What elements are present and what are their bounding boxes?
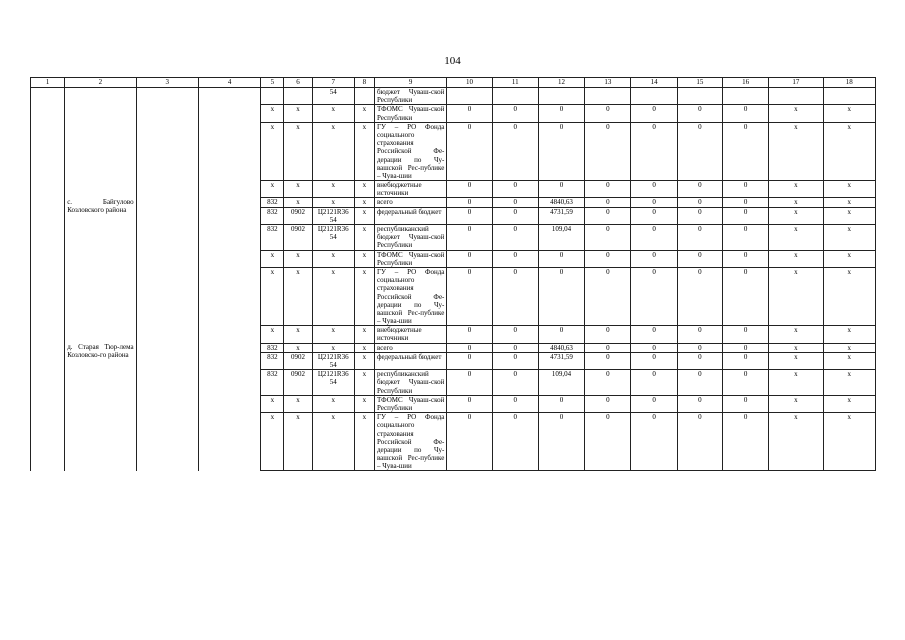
cell-c18: x	[823, 198, 875, 207]
cell-col1	[31, 343, 65, 471]
column-number-7: 7	[312, 78, 354, 88]
cell-c15: 0	[677, 181, 722, 198]
cell-c10: 0	[447, 250, 492, 267]
cell-c14: 0	[631, 343, 677, 352]
cell-c13: 0	[585, 207, 631, 224]
column-number-14: 14	[631, 78, 677, 88]
page-number: 104	[444, 55, 461, 67]
cell-c7: Ц2121R36 54	[312, 207, 354, 224]
cell-c10: 0	[447, 225, 492, 251]
table-row	[31, 198, 876, 207]
cell-c14: 0	[631, 122, 677, 180]
table-row	[31, 88, 876, 105]
cell-c15: 0	[677, 370, 722, 396]
cell-c5: 832	[261, 343, 284, 352]
cell-c15: 0	[677, 207, 722, 224]
column-number-6: 6	[284, 78, 312, 88]
cell-c12: 0	[538, 267, 584, 325]
cell-c10: 0	[447, 370, 492, 396]
cell-c18: x	[823, 225, 875, 251]
cell-c15: 0	[677, 250, 722, 267]
column-number-15: 15	[677, 78, 722, 88]
cell-c6: x	[284, 267, 312, 325]
cell-c8: x	[354, 413, 374, 471]
cell-c14: 0	[631, 413, 677, 471]
cell-c5: 832	[261, 352, 284, 369]
cell-c10: 0	[447, 267, 492, 325]
cell-c16: 0	[722, 326, 768, 343]
cell-c15: 0	[677, 326, 722, 343]
cell-c17: x	[769, 122, 823, 180]
cell-c12: 109,04	[538, 225, 584, 251]
cell-col3	[136, 198, 198, 343]
cell-c10: 0	[447, 198, 492, 207]
cell-c8: x	[354, 343, 374, 352]
column-number-9: 9	[374, 78, 446, 88]
cell-c12	[538, 88, 584, 105]
cell-c16: 0	[722, 181, 768, 198]
budget-table	[30, 77, 876, 471]
cell-c17: x	[769, 207, 823, 224]
column-number-8: 8	[354, 78, 374, 88]
cell-c15: 0	[677, 105, 722, 122]
cell-c17: x	[769, 352, 823, 369]
cell-c17: x	[769, 395, 823, 412]
cell-c16: 0	[722, 343, 768, 352]
cell-c8: x	[354, 225, 374, 251]
cell-c18: x	[823, 413, 875, 471]
funding-source: ТФОМС Чуваш-ской Республики	[374, 395, 446, 412]
cell-c14: 0	[631, 207, 677, 224]
cell-c11: 0	[492, 395, 538, 412]
cell-col3	[136, 343, 198, 471]
cell-c5	[261, 88, 284, 105]
cell-c17	[769, 88, 823, 105]
column-number-1: 1	[31, 78, 65, 88]
cell-c5: x	[261, 250, 284, 267]
cell-col1	[31, 88, 65, 198]
cell-c6	[284, 88, 312, 105]
funding-source: ГУ – РО Фонда социального страхования Российской Фе-дерации по Чу-вашской Рес-публике – Чува-шии	[374, 413, 446, 471]
cell-c5: x	[261, 267, 284, 325]
cell-c7: Ц2121R36 54	[312, 225, 354, 251]
cell-c15: 0	[677, 343, 722, 352]
column-number-18: 18	[823, 78, 875, 88]
cell-c5: x	[261, 326, 284, 343]
cell-c10: 0	[447, 326, 492, 343]
cell-c13: 0	[585, 326, 631, 343]
cell-c6: 0902	[284, 352, 312, 369]
cell-c10: 0	[447, 105, 492, 122]
cell-c11: 0	[492, 343, 538, 352]
funding-source: федеральный бюджет	[374, 352, 446, 369]
column-number-10: 10	[447, 78, 492, 88]
cell-c14: 0	[631, 267, 677, 325]
column-number-16: 16	[722, 78, 768, 88]
cell-c16: 0	[722, 267, 768, 325]
cell-c16: 0	[722, 395, 768, 412]
cell-c13: 0	[585, 370, 631, 396]
cell-c8: x	[354, 352, 374, 369]
cell-c11: 0	[492, 326, 538, 343]
cell-c6: x	[284, 122, 312, 180]
cell-c12: 0	[538, 105, 584, 122]
cell-c13: 0	[585, 352, 631, 369]
cell-c12: 109,04	[538, 370, 584, 396]
cell-c17: x	[769, 250, 823, 267]
cell-c14: 0	[631, 326, 677, 343]
cell-c10: 0	[447, 352, 492, 369]
cell-c7: x	[312, 250, 354, 267]
cell-c15: 0	[677, 122, 722, 180]
cell-c14: 0	[631, 198, 677, 207]
cell-c13: 0	[585, 343, 631, 352]
cell-c6: 0902	[284, 225, 312, 251]
cell-c7: x	[312, 105, 354, 122]
column-number-2: 2	[65, 78, 136, 88]
cell-c11: 0	[492, 225, 538, 251]
cell-c13	[585, 88, 631, 105]
cell-c11: 0	[492, 413, 538, 471]
cell-c11: 0	[492, 105, 538, 122]
cell-c5: 832	[261, 198, 284, 207]
cell-c8: x	[354, 181, 374, 198]
cell-c11: 0	[492, 370, 538, 396]
cell-c12: 4840,63	[538, 198, 584, 207]
cell-c5: 832	[261, 207, 284, 224]
cell-c13: 0	[585, 181, 631, 198]
table-body	[31, 78, 876, 471]
cell-c13: 0	[585, 198, 631, 207]
cell-c17: x	[769, 198, 823, 207]
funding-source: внебюджетные источники	[374, 181, 446, 198]
cell-c18: x	[823, 395, 875, 412]
funding-source: федеральный бюджет	[374, 207, 446, 224]
cell-c14: 0	[631, 250, 677, 267]
cell-c11: 0	[492, 352, 538, 369]
cell-c18: x	[823, 207, 875, 224]
cell-c7: x	[312, 267, 354, 325]
cell-c14: 0	[631, 352, 677, 369]
cell-c12: 0	[538, 326, 584, 343]
cell-c18: x	[823, 370, 875, 396]
cell-c10: 0	[447, 343, 492, 352]
funding-source: ТФОМС Чуваш-ской Республики	[374, 105, 446, 122]
cell-col4	[198, 198, 260, 343]
cell-c7: x	[312, 181, 354, 198]
cell-c11	[492, 88, 538, 105]
cell-c6: x	[284, 395, 312, 412]
cell-c15	[677, 88, 722, 105]
cell-c6: x	[284, 326, 312, 343]
cell-c18: x	[823, 352, 875, 369]
object-name: д. Старая Тюр-лема Козловско-го района	[65, 343, 136, 471]
cell-col3	[136, 88, 198, 198]
cell-c18: x	[823, 105, 875, 122]
funding-source: всего	[374, 198, 446, 207]
cell-c7: x	[312, 122, 354, 180]
cell-c14	[631, 88, 677, 105]
cell-c10: 0	[447, 413, 492, 471]
funding-source: ГУ – РО Фонда социального страхования Российской Фе-дерации по Чу-вашской Рес-публике – Чува-шии	[374, 267, 446, 325]
cell-c18: x	[823, 122, 875, 180]
cell-c17: x	[769, 413, 823, 471]
cell-c15: 0	[677, 352, 722, 369]
cell-c7: x	[312, 395, 354, 412]
cell-c14: 0	[631, 105, 677, 122]
cell-c18: x	[823, 343, 875, 352]
cell-c16: 0	[722, 370, 768, 396]
cell-c10: 0	[447, 122, 492, 180]
cell-c16: 0	[722, 122, 768, 180]
cell-c12: 0	[538, 395, 584, 412]
cell-c12: 4731,59	[538, 352, 584, 369]
cell-c16: 0	[722, 225, 768, 251]
cell-c18: x	[823, 181, 875, 198]
cell-c5: x	[261, 181, 284, 198]
funding-source: республиканский бюджет Чуваш-ской Республики	[374, 370, 446, 396]
cell-c11: 0	[492, 207, 538, 224]
cell-c6: 0902	[284, 207, 312, 224]
cell-c15: 0	[677, 267, 722, 325]
column-number-5: 5	[261, 78, 284, 88]
funding-source: ГУ – РО Фонда социального страхования Российской Фе-дерации по Чу-вашской Рес-публике – Чува-шии	[374, 122, 446, 180]
cell-c16: 0	[722, 352, 768, 369]
cell-c11: 0	[492, 267, 538, 325]
column-number-row	[31, 78, 876, 88]
cell-c17: x	[769, 225, 823, 251]
cell-c8: x	[354, 267, 374, 325]
cell-c13: 0	[585, 105, 631, 122]
cell-c12: 0	[538, 250, 584, 267]
cell-c6: x	[284, 250, 312, 267]
cell-c16: 0	[722, 198, 768, 207]
cell-c17: x	[769, 181, 823, 198]
cell-c18: x	[823, 326, 875, 343]
cell-c12: 0	[538, 122, 584, 180]
cell-c16	[722, 88, 768, 105]
cell-c14: 0	[631, 181, 677, 198]
cell-c11: 0	[492, 181, 538, 198]
cell-c7: x	[312, 198, 354, 207]
cell-c14: 0	[631, 225, 677, 251]
cell-c6: x	[284, 181, 312, 198]
cell-c10: 0	[447, 207, 492, 224]
cell-c13: 0	[585, 122, 631, 180]
cell-c15: 0	[677, 413, 722, 471]
cell-c5: x	[261, 413, 284, 471]
column-number-17: 17	[769, 78, 823, 88]
cell-c11: 0	[492, 198, 538, 207]
cell-col4	[198, 343, 260, 471]
cell-c17: x	[769, 105, 823, 122]
cell-c8: x	[354, 326, 374, 343]
cell-c16: 0	[722, 105, 768, 122]
column-number-4: 4	[198, 78, 260, 88]
cell-c8: x	[354, 370, 374, 396]
cell-c17: x	[769, 326, 823, 343]
cell-c16: 0	[722, 413, 768, 471]
cell-c15: 0	[677, 198, 722, 207]
cell-c17: x	[769, 343, 823, 352]
cell-c6: x	[284, 198, 312, 207]
cell-c5: x	[261, 395, 284, 412]
column-number-11: 11	[492, 78, 538, 88]
cell-c8	[354, 88, 374, 105]
cell-c7: Ц2121R36 54	[312, 352, 354, 369]
cell-c5: x	[261, 105, 284, 122]
funding-source: республиканский бюджет Чуваш-ской Республики	[374, 225, 446, 251]
column-number-12: 12	[538, 78, 584, 88]
cell-c10	[447, 88, 492, 105]
cell-c13: 0	[585, 225, 631, 251]
table-row	[31, 343, 876, 352]
funding-source: всего	[374, 343, 446, 352]
cell-c14: 0	[631, 370, 677, 396]
cell-c12: 4731,59	[538, 207, 584, 224]
column-number-3: 3	[136, 78, 198, 88]
cell-c11: 0	[492, 250, 538, 267]
cell-col1	[31, 198, 65, 343]
cell-c12: 0	[538, 413, 584, 471]
cell-c5: x	[261, 122, 284, 180]
cell-c8: x	[354, 395, 374, 412]
funding-source: ТФОМС Чуваш-ской Республики	[374, 250, 446, 267]
cell-c7: Ц2121R36 54	[312, 370, 354, 396]
cell-c7: 54	[312, 88, 354, 105]
funding-source: внебюджетные источники	[374, 326, 446, 343]
object-name: с. Байгулово Козловского района	[65, 198, 136, 343]
cell-c12: 0	[538, 181, 584, 198]
cell-c8: x	[354, 250, 374, 267]
cell-c10: 0	[447, 181, 492, 198]
cell-c11: 0	[492, 122, 538, 180]
cell-c12: 4840,63	[538, 343, 584, 352]
cell-c15: 0	[677, 225, 722, 251]
cell-c8: x	[354, 207, 374, 224]
cell-c5: 832	[261, 370, 284, 396]
cell-col4	[198, 88, 260, 198]
column-number-13: 13	[585, 78, 631, 88]
object-name	[65, 88, 136, 198]
cell-c13: 0	[585, 413, 631, 471]
cell-c8: x	[354, 105, 374, 122]
cell-c7: x	[312, 343, 354, 352]
cell-c17: x	[769, 267, 823, 325]
cell-c8: x	[354, 122, 374, 180]
cell-c18: x	[823, 250, 875, 267]
cell-c13: 0	[585, 267, 631, 325]
cell-c6: 0902	[284, 370, 312, 396]
cell-c10: 0	[447, 395, 492, 412]
cell-c8: x	[354, 198, 374, 207]
cell-c18	[823, 88, 875, 105]
cell-c13: 0	[585, 395, 631, 412]
cell-c13: 0	[585, 250, 631, 267]
cell-c14: 0	[631, 395, 677, 412]
cell-c16: 0	[722, 250, 768, 267]
cell-c7: x	[312, 413, 354, 471]
cell-c17: x	[769, 370, 823, 396]
cell-c7: x	[312, 326, 354, 343]
cell-c18: x	[823, 267, 875, 325]
cell-c6: x	[284, 105, 312, 122]
cell-c5: 832	[261, 225, 284, 251]
cell-c6: x	[284, 343, 312, 352]
cell-c6: x	[284, 413, 312, 471]
funding-source: бюджет Чуваш-ской Республики	[374, 88, 446, 105]
cell-c16: 0	[722, 207, 768, 224]
cell-c15: 0	[677, 395, 722, 412]
